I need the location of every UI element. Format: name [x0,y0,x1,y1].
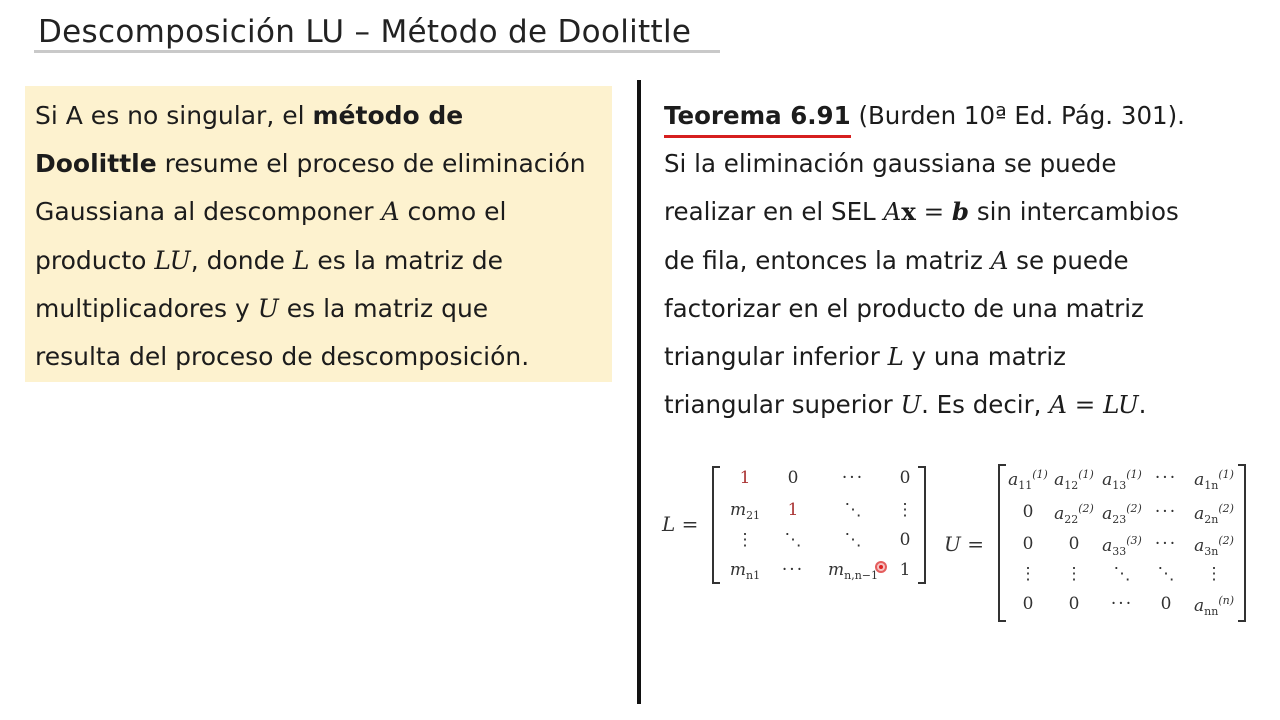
theorem-text [664,92,1264,429]
symbol: m [729,560,747,580]
superscript: (3) [1126,534,1142,547]
text-span: sin intercambios [969,197,1179,227]
math-symbol: A [381,197,400,227]
l-cell [722,560,768,582]
math-symbol: b [951,197,970,227]
text-span: es la matriz de [309,245,503,275]
l-cell: 1 [787,500,799,520]
text-span: producto [35,245,155,275]
math-symbol: A [883,197,902,227]
l-cell: 0 [899,530,911,550]
subscript: 11 [1018,479,1033,492]
subscript: 22 [1064,513,1079,526]
subscript: 13 [1112,479,1127,492]
math-symbol: LU [154,245,191,275]
theorem-line-5: factorizar en el producto de una matriz [664,293,1144,323]
u-cell: ··· [1110,594,1134,614]
definition-box [25,86,612,382]
symbol: a [1008,470,1019,490]
text-span: . [1138,390,1147,420]
superscript: (2) [1078,502,1094,515]
lu-matrices [660,460,1260,630]
u-cell [1051,468,1097,492]
superscript: (1) [1126,468,1142,481]
u-cell: 0 [1022,594,1034,614]
l-cell: ⋱ [844,500,862,520]
math-symbol: A [990,245,1009,275]
definition-line-1 [35,92,612,140]
superscript: (1) [1078,468,1094,481]
math-symbol: U [257,293,279,323]
math-symbol: A = LU [1049,390,1139,420]
text-span: multiplicadores y [35,293,258,323]
bold-term: Doolittle [35,149,157,179]
u-cell: 0 [1022,502,1034,522]
text-span: Si A es no singular, el [35,101,313,130]
u-right-bracket [1238,464,1246,622]
symbol: m [729,500,747,520]
symbol: a [1194,596,1205,616]
math-symbol: L [887,342,904,372]
bold-term: método de [312,101,464,130]
superscript: (2) [1126,502,1142,515]
u-cell [1191,594,1237,618]
superscript: (2) [1218,502,1234,515]
text-span: triangular inferior [664,342,888,372]
definition-line-6: resulta del proceso de descomposición. [35,342,530,372]
subscript: 1n [1204,479,1219,492]
math-symbol: = [915,197,952,227]
l-cell: ⋱ [844,530,862,550]
u-cell: ⋮ [1019,564,1037,584]
u-cell: 0 [1068,594,1080,614]
symbol: a [1102,536,1113,556]
subscript: 33 [1112,545,1127,558]
theorem-underline [664,135,851,138]
symbol: a [1194,504,1205,524]
l-cell: 1 [739,468,751,488]
definition-line-4 [35,237,612,285]
l-cell [722,500,768,522]
u-cell [1099,468,1145,492]
text-span: es la matriz que [278,293,489,323]
theorem-line-7 [664,381,1264,429]
text-span: y una matriz [903,342,1067,372]
text-span: realizar en el SEL [664,197,884,227]
theorem-line-3 [664,188,1264,236]
subscript: 12 [1064,479,1079,492]
text-span: triangular superior [664,390,901,420]
superscript: (2) [1218,534,1234,547]
symbol: m [827,560,845,580]
u-cell: ⋱ [1157,564,1175,584]
u-cell: ··· [1154,468,1178,488]
u-cell: ⋮ [1205,564,1223,584]
superscript: (n) [1218,594,1234,607]
u-cell: ··· [1154,534,1178,554]
definition-line-5 [35,285,612,333]
u-cell: 0 [1022,534,1034,554]
u-cell [1099,502,1145,526]
subscript: n,n−1 [844,569,878,582]
text-span: como el [399,197,507,227]
slide-title: Descomposición LU – Método de Doolittle [38,14,692,50]
theorem-block [664,92,1264,429]
u-matrix-label: U = [944,532,984,556]
l-left-bracket [712,466,720,584]
pointer-cursor-icon [875,561,887,573]
l-cell: ⋮ [896,500,914,520]
symbol: a [1194,536,1205,556]
l-cell: ⋱ [784,530,802,550]
symbol: a [1194,470,1205,490]
subscript: 21 [746,509,761,522]
subscript: 3n [1204,545,1219,558]
u-cell: 0 [1160,594,1172,614]
theorem-reference: (Burden 10ª Ed. Pág. 301). [850,101,1185,130]
theorem-line-6 [664,333,1264,381]
theorem-line-2: Si la eliminación gaussiana se puede [664,149,1117,179]
theorem-label [664,92,851,140]
subscript: n1 [746,569,761,582]
u-cell [1191,468,1237,492]
u-cell: ⋱ [1113,564,1131,584]
u-cell [1005,468,1051,492]
l-cell: ··· [841,468,865,488]
subscript: 23 [1112,513,1127,526]
math-symbol: U [900,390,922,420]
symbol: a [1102,504,1113,524]
symbol: a [1102,470,1113,490]
theorem-line-4 [664,237,1264,285]
subscript: 2n [1204,513,1219,526]
math-symbol: x [901,197,916,227]
l-cell: ⋮ [736,530,754,550]
l-cell: 1 [899,560,911,580]
definition-text [35,92,612,381]
definition-line-2 [35,140,612,188]
u-cell: ··· [1154,502,1178,522]
text-span: resume el proceso de eliminación [156,149,586,179]
text-span: , donde [190,245,293,275]
l-cell: 0 [787,468,799,488]
u-cell [1051,502,1097,526]
subscript: nn [1204,605,1219,618]
text-span: se puede [1008,245,1129,275]
text-span: de fila, entonces la matriz [664,245,991,275]
math-symbol: L [292,245,310,275]
title-underline [34,50,720,53]
definition-line-3 [35,188,612,236]
l-cell: 0 [899,468,911,488]
u-cell [1191,502,1237,526]
text-span: Gaussiana al descomponer [35,197,382,227]
superscript: (1) [1218,468,1234,481]
theorem-line-1 [664,92,1264,140]
l-cell: ··· [781,560,805,580]
u-cell: 0 [1068,534,1080,554]
superscript: (1) [1032,468,1048,481]
u-cell: ⋮ [1065,564,1083,584]
symbol: a [1054,504,1065,524]
theorem-label-text: Teorema 6.91 [664,101,851,130]
l-matrix-label: L = [662,512,699,536]
u-cell [1191,534,1237,558]
column-divider [637,80,641,704]
text-span: . Es decir, [921,390,1050,420]
symbol: a [1054,470,1065,490]
u-cell [1099,534,1145,558]
